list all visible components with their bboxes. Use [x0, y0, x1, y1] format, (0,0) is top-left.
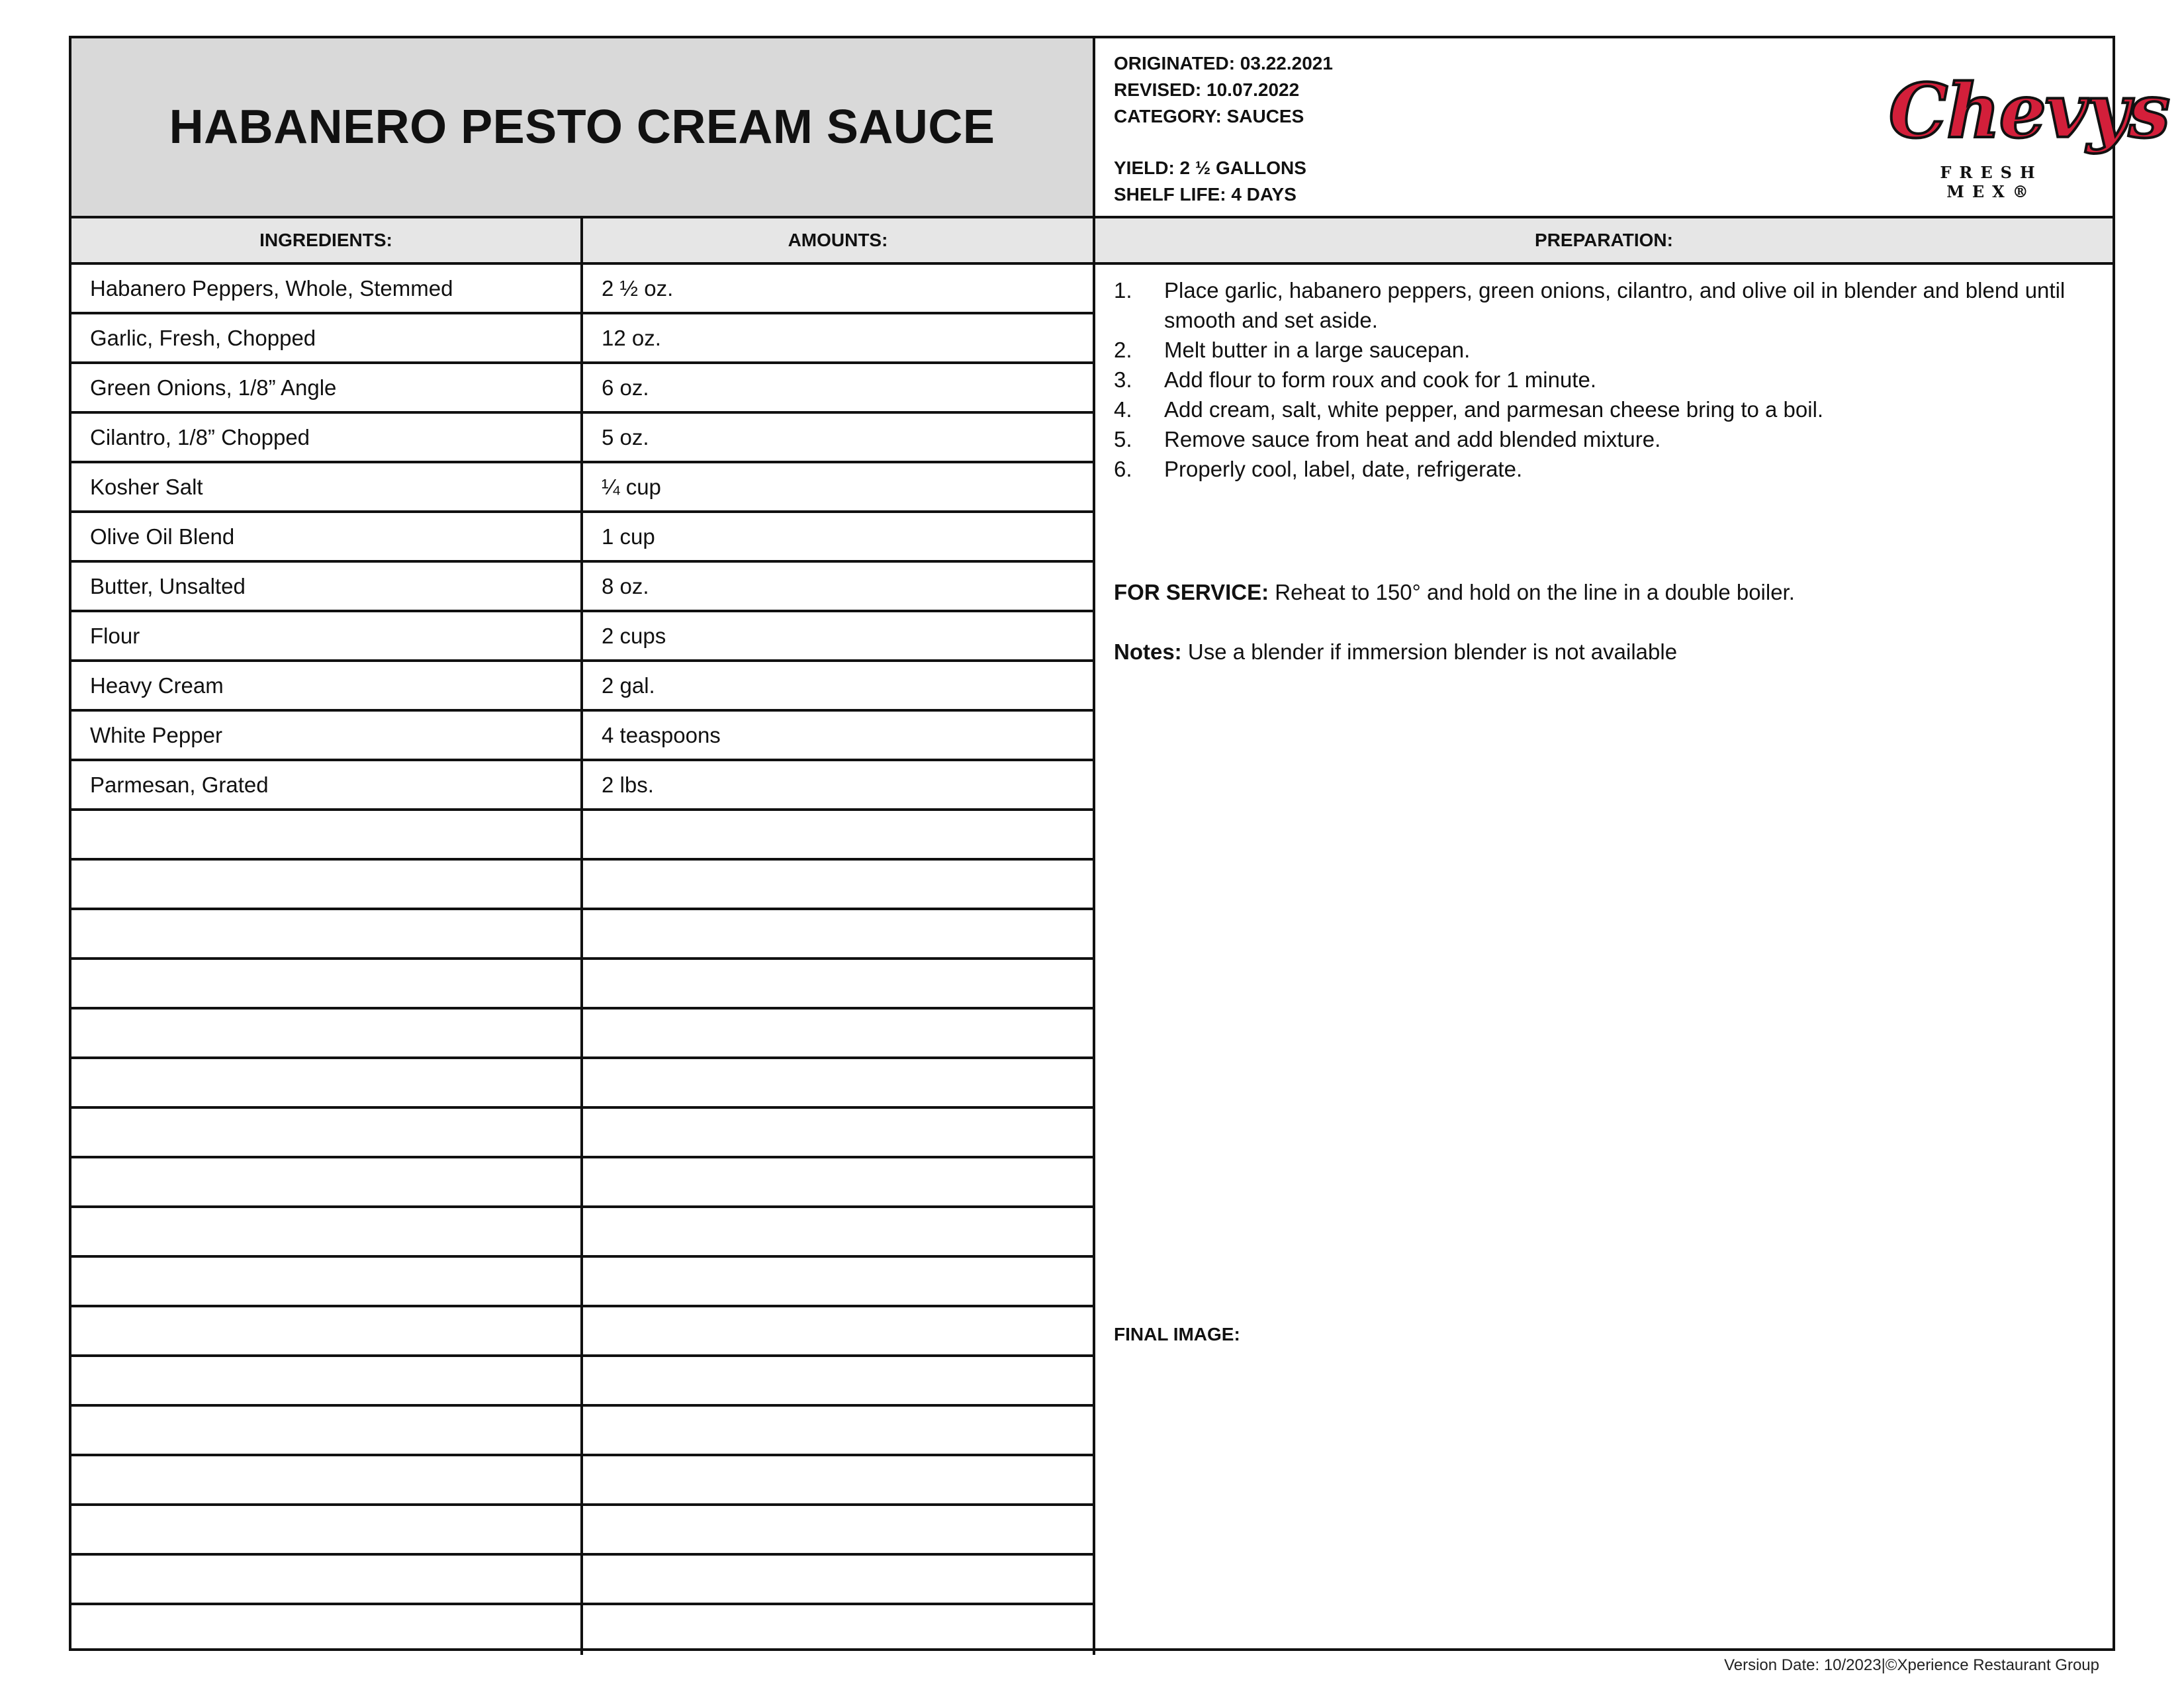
- table-row: [71, 314, 1095, 364]
- table-row: [71, 1605, 1095, 1655]
- ingredient-amount: [583, 1407, 1095, 1454]
- preparation-step: [1114, 424, 2093, 454]
- ingredient-amount: 5 oz.: [583, 414, 1095, 461]
- table-row: [71, 414, 1095, 463]
- ingredient-amount: [583, 1109, 1095, 1156]
- table-row: [71, 1059, 1095, 1109]
- ingredient-amount: [583, 1208, 1095, 1255]
- version-footer: Version Date: 10/2023|©Xperience Restaurant Group: [1724, 1656, 2099, 1674]
- ingredient-name: Heavy Cream: [71, 662, 583, 709]
- step-text: Add cream, salt, white pepper, and parmesan cheese bring to a boil.: [1164, 397, 1824, 422]
- meta-list: [1114, 50, 1333, 208]
- ingredient-name: [71, 1059, 583, 1106]
- table-row: [71, 811, 1095, 861]
- ingredient-name: Green Onions, 1/8” Angle: [71, 364, 583, 411]
- ingredient-name: Habanero Peppers, Whole, Stemmed: [71, 265, 583, 312]
- preparation-step: [1114, 454, 2093, 484]
- ingredient-amount: 12 oz.: [583, 314, 1095, 361]
- ingredient-amount: 2 cups: [583, 612, 1095, 659]
- step-number: 2.: [1114, 338, 1132, 362]
- table-row: [71, 1208, 1095, 1258]
- ingredient-name: [71, 811, 583, 858]
- logo-tagline: FRESH MEX®: [1940, 163, 2043, 201]
- ingredient-name: [71, 1357, 583, 1404]
- ingredient-name: Kosher Salt: [71, 463, 583, 510]
- ingredient-amount: 6 oz.: [583, 364, 1095, 411]
- step-number: 4.: [1114, 397, 1132, 422]
- preparation-step: [1114, 275, 2093, 335]
- step-text: Remove sauce from heat and add blended mixture.: [1164, 427, 1661, 451]
- title-cell: [71, 38, 1095, 218]
- ingredient-amount: [583, 1009, 1095, 1056]
- ingredient-amount: 4 teaspoons: [583, 712, 1095, 759]
- preparation-step: [1114, 395, 2093, 424]
- ingredient-name: [71, 1307, 583, 1354]
- ingredient-amount: [583, 960, 1095, 1007]
- step-number: 6.: [1114, 457, 1132, 481]
- preparation-section: [1095, 265, 2113, 1648]
- service-instructions: [1114, 577, 1795, 607]
- table-row: [71, 1506, 1095, 1556]
- table-row: [71, 712, 1095, 761]
- ingredients-table: [71, 265, 1095, 1655]
- table-row: [71, 960, 1095, 1009]
- step-number: 3.: [1114, 367, 1132, 392]
- shelf-life: SHELF LIFE: 4 DAYS: [1114, 184, 1297, 205]
- ingredient-amount: [583, 811, 1095, 858]
- step-text: Place garlic, habanero peppers, green onions, cilantro, and olive oil in blender and blend until smooth and set aside.: [1164, 278, 2066, 332]
- ingredient-amount: 2 gal.: [583, 662, 1095, 709]
- ingredient-amount: [583, 1158, 1095, 1205]
- ingredient-amount: [583, 1506, 1095, 1553]
- table-row: [71, 563, 1095, 612]
- ingredient-name: [71, 910, 583, 957]
- yield: YIELD: 2 ½ GALLONS: [1114, 158, 1306, 178]
- ingredient-amount: ¼ cup: [583, 463, 1095, 510]
- notes-text: Use a blender if immersion blender is not available: [1181, 639, 1678, 664]
- ingredient-name: White Pepper: [71, 712, 583, 759]
- ingredient-amount: [583, 1059, 1095, 1106]
- step-number: 5.: [1114, 427, 1132, 451]
- ingredient-name: [71, 1258, 583, 1305]
- amounts-header: AMOUNTS:: [583, 218, 1095, 265]
- preparation-step: [1114, 365, 2093, 395]
- table-row: [71, 1357, 1095, 1407]
- table-row: [71, 1109, 1095, 1158]
- table-row: [71, 1407, 1095, 1456]
- table-row: [71, 1009, 1095, 1059]
- table-row: [71, 612, 1095, 662]
- step-text: Properly cool, label, date, refrigerate.: [1164, 457, 1523, 481]
- originated-date: ORIGINATED: 03.22.2021: [1114, 53, 1333, 73]
- preparation-header: PREPARATION:: [1095, 218, 2113, 265]
- category: CATEGORY: SAUCES: [1114, 106, 1304, 126]
- ingredient-amount: [583, 861, 1095, 908]
- ingredient-amount: 2 ½ oz.: [583, 265, 1095, 312]
- ingredient-amount: [583, 1556, 1095, 1603]
- ingredient-name: Parmesan, Grated: [71, 761, 583, 808]
- ingredient-name: [71, 1556, 583, 1603]
- ingredient-name: Cilantro, 1/8” Chopped: [71, 414, 583, 461]
- table-row: [71, 910, 1095, 960]
- ingredient-amount: [583, 1605, 1095, 1655]
- recipe-card: [69, 36, 2169, 1651]
- table-row: [71, 1258, 1095, 1307]
- table-row: [71, 1556, 1095, 1605]
- table-row: [71, 761, 1095, 811]
- step-text: Add flour to form roux and cook for 1 minute.: [1164, 367, 1596, 392]
- ingredient-name: Olive Oil Blend: [71, 513, 583, 560]
- table-row: [71, 1456, 1095, 1506]
- table-row: [71, 513, 1095, 563]
- ingredient-amount: [583, 1357, 1095, 1404]
- ingredient-name: Flour: [71, 612, 583, 659]
- ingredient-name: [71, 960, 583, 1007]
- ingredient-name: [71, 1407, 583, 1454]
- chevys-logo: [1889, 62, 2169, 201]
- ingredient-amount: [583, 1307, 1095, 1354]
- ingredient-name: [71, 1009, 583, 1056]
- preparation-step: [1114, 335, 2093, 365]
- ingredient-name: [71, 1109, 583, 1156]
- step-text: Melt butter in a large saucepan.: [1164, 338, 1471, 362]
- notes-label: Notes:: [1114, 639, 1182, 664]
- revised-date: REVISED: 10.07.2022: [1114, 79, 1300, 100]
- service-label: FOR SERVICE:: [1114, 580, 1269, 604]
- table-row: [71, 1307, 1095, 1357]
- table-row: [71, 265, 1095, 314]
- ingredient-amount: 2 lbs.: [583, 761, 1095, 808]
- ingredient-amount: [583, 1456, 1095, 1503]
- table-row: [71, 463, 1095, 513]
- ingredient-amount: [583, 910, 1095, 957]
- service-text: Reheat to 150° and hold on the line in a double boiler.: [1269, 580, 1795, 604]
- table-row: [71, 662, 1095, 712]
- ingredient-name: [71, 1506, 583, 1553]
- ingredients-header: INGREDIENTS:: [71, 218, 583, 265]
- recipe-meta: [1095, 38, 2169, 218]
- ingredient-name: Butter, Unsalted: [71, 563, 583, 610]
- ingredient-amount: [583, 1258, 1095, 1305]
- table-row: [71, 1158, 1095, 1208]
- table-row: [71, 364, 1095, 414]
- ingredient-name: [71, 861, 583, 908]
- ingredient-amount: 1 cup: [583, 513, 1095, 560]
- notes: [1114, 637, 1677, 667]
- ingredient-name: [71, 1456, 583, 1503]
- ingredient-name: Garlic, Fresh, Chopped: [71, 314, 583, 361]
- ingredient-name: [71, 1605, 583, 1655]
- preparation-steps: [1114, 275, 2093, 484]
- table-row: [71, 861, 1095, 910]
- logo-wordmark: Chevys: [1889, 68, 2169, 155]
- ingredient-amount: 8 oz.: [583, 563, 1095, 610]
- recipe-title: HABANERO PESTO CREAM SAUCE: [169, 101, 995, 154]
- ingredient-name: [71, 1158, 583, 1205]
- step-number: 1.: [1114, 278, 1132, 303]
- final-image-label: FINAL IMAGE:: [1114, 1324, 1240, 1344]
- ingredient-name: [71, 1208, 583, 1255]
